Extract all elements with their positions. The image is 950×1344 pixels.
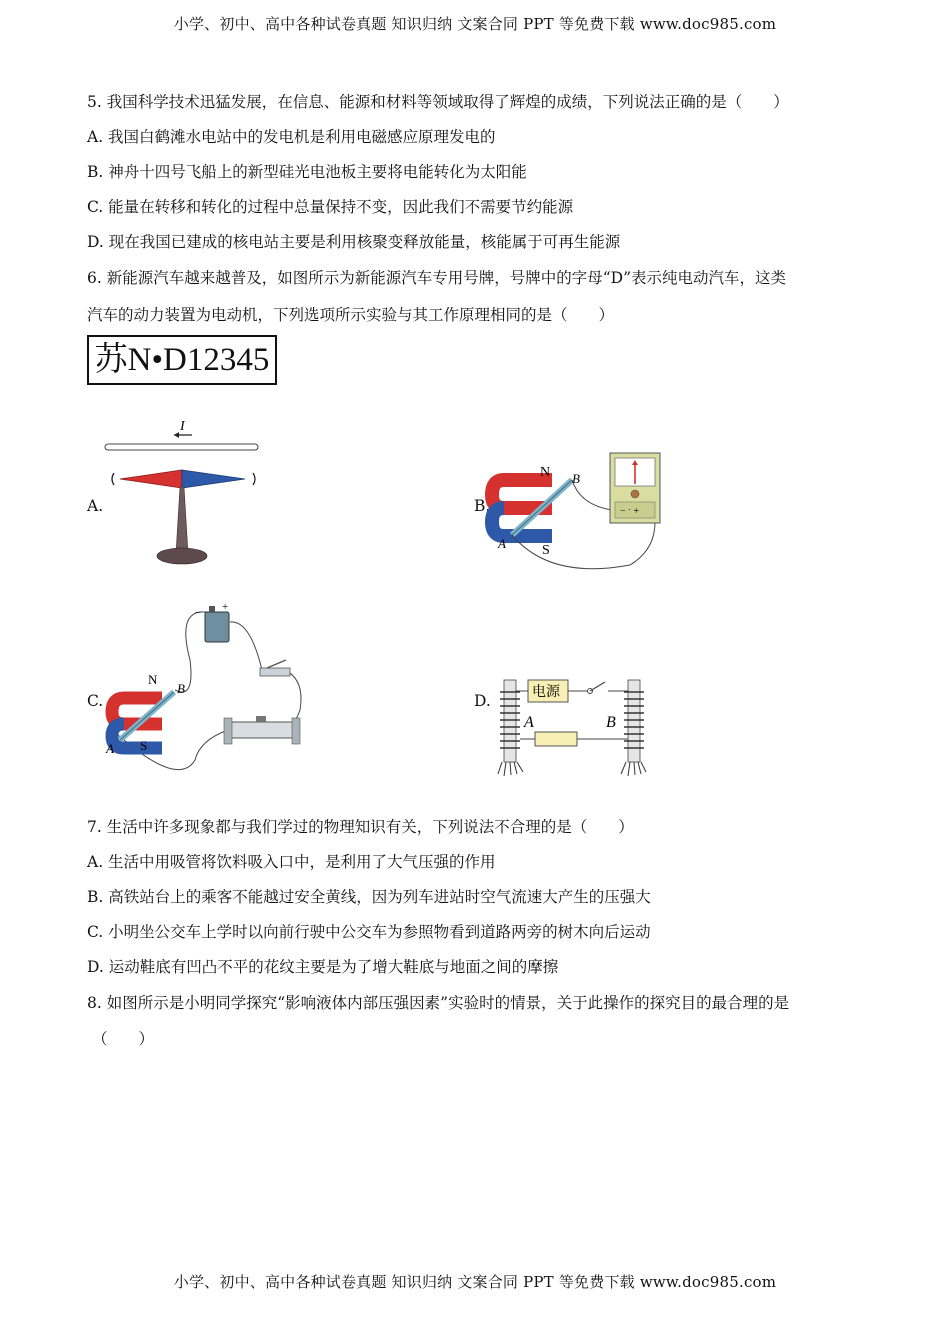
wire [105, 444, 258, 450]
north-label: N [540, 465, 551, 480]
end-b-label-c: B [177, 681, 185, 696]
switch-d [590, 682, 605, 691]
q6-option-d-label: D. [474, 692, 491, 710]
figure-c-motor [100, 600, 320, 785]
license-plate: 苏N•D12345 [87, 335, 277, 385]
south-label: S [542, 543, 550, 558]
end-b-label: B [572, 471, 580, 486]
end-a-label-c: A [106, 741, 114, 756]
q6-option-a-label: A. [87, 497, 104, 515]
rotate-arrow-left [112, 473, 114, 485]
q7-option-d: D. 运动鞋底有凹凸不平的花纹主要是为了增大鞋底与地面之间的摩擦 [87, 958, 559, 976]
figure-d-electromagnets [490, 672, 660, 782]
stand-pole [176, 487, 188, 553]
page-header: 小学、初中、高中各种试卷真题 知识归纳 文案合同 PPT 等免费下载 www.doc985.com [173, 15, 777, 33]
power-label: 电源 [532, 685, 560, 700]
q7-option-c: C. 小明坐公交车上学时以向前行驶中公交车为参照物看到道路两旁的树木向后运动 [87, 923, 651, 941]
wire-c-left [175, 612, 208, 692]
q7-option-b: B. 高铁站台上的乘客不能越过安全黄线，因为列车进站时空气流速大产生的压强大 [87, 888, 651, 906]
q8-stem: 8. 如图所示是小明同学探究“影响液体内部压强因素”实验时的情景，关于此操作的探究目的最合理的是 [87, 994, 790, 1012]
needle-blue [182, 470, 245, 488]
electromagnet-a [498, 680, 523, 776]
rheostat [228, 722, 296, 738]
needle-red [120, 470, 182, 488]
q8-answer-blank: （ ） [92, 1030, 155, 1048]
q5-option-b: B. 神舟十四号飞船上的新型硅光电池板主要将电能转化为太阳能 [87, 163, 527, 181]
battery [205, 612, 229, 642]
end-a-label: A [498, 536, 506, 551]
figure-b-induction [490, 450, 670, 575]
switch [260, 668, 290, 676]
coil-a-label: A [524, 714, 534, 731]
battery-minus: − [195, 607, 202, 619]
q5-option-d: D. 现在我国已建成的核电站主要是利用核聚变释放能量，核能属于可再生能源 [87, 233, 621, 251]
q6-stem-line1: 6. 新能源汽车越来越普及，如图所示为新能源汽车专用号牌，号牌中的字母“D”表示纯电动汽车，这类 [87, 269, 786, 287]
stand-base [157, 548, 207, 564]
q6-option-c-label: C. [87, 692, 104, 710]
page-footer: 小学、初中、高中各种试卷真题 知识归纳 文案合同 PPT 等免费下载 www.doc985.com [173, 1273, 777, 1291]
south-label-c: S [140, 738, 148, 753]
north-label-c: N [148, 672, 158, 687]
current-label: I [180, 419, 185, 434]
q5-stem: 5. 我国科学技术迅猛发展，在信息、能源和材料等领域取得了辉煌的成绩，下列说法正确的是（ ） [87, 93, 789, 111]
coil-b-label: B [606, 714, 616, 731]
rotate-arrow-right [253, 473, 255, 485]
electromagnet-b [621, 680, 646, 776]
resistor-box [535, 732, 577, 746]
q5-option-a: A. 我国白鹤滩水电站中的发电机是利用电磁感应原理发电的 [87, 128, 496, 146]
q5-option-c: C. 能量在转移和转化的过程中总量保持不变，因此我们不需要节约能源 [87, 198, 574, 216]
q6-stem-line2: 汽车的动力装置为电动机，下列选项所示实验与其工作原理相同的是（ ） [87, 306, 615, 324]
q7-option-a: A. 生活中用吸管将饮料吸入口中，是利用了大气压强的作用 [87, 853, 496, 871]
wire-c-right [230, 622, 262, 670]
svg-text:− ˑ +: − ˑ + [620, 506, 640, 517]
q7-stem: 7. 生活中许多现象都与我们学过的物理知识有关，下列说法不合理的是（ ） [87, 818, 634, 836]
figure-a-oersted [100, 415, 270, 575]
battery-plus: + [222, 601, 229, 613]
q6-option-b-label: B. [474, 497, 491, 515]
